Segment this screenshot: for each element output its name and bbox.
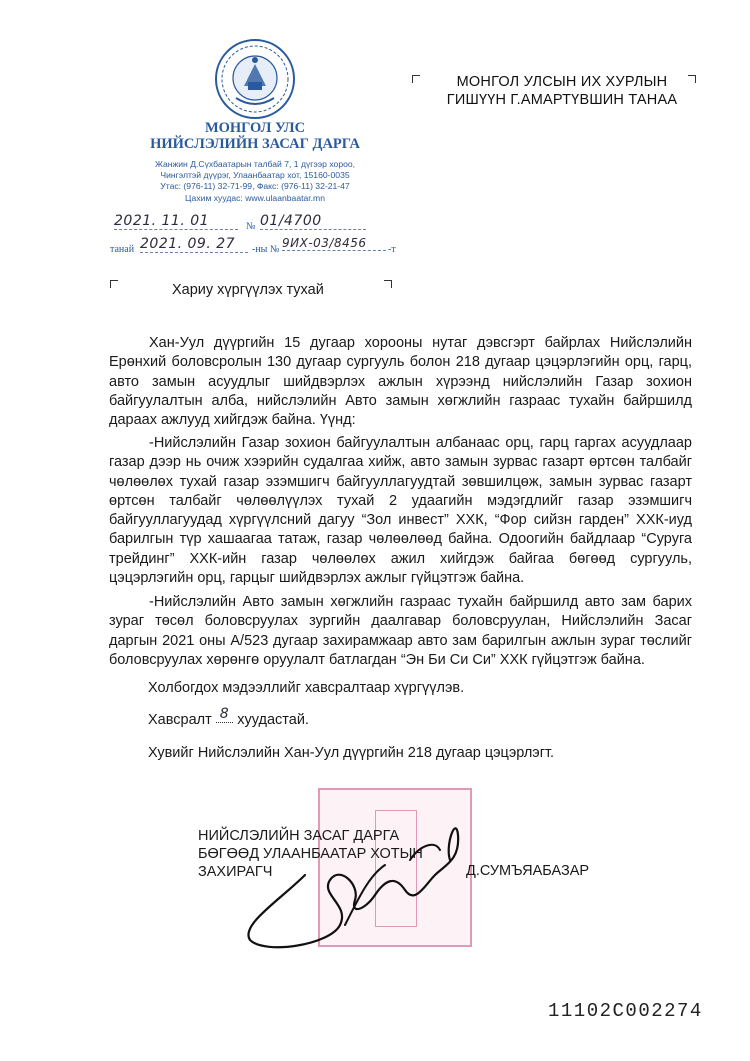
reference-registration: [110, 235, 410, 257]
ref-mid-label: -ны №: [252, 244, 280, 255]
letter-date: 2021. 11. 01: [114, 213, 238, 230]
outgoing-registration: [110, 213, 410, 235]
body-paragraph-1: Хан-Уул дүүргийн 15 дугаар хорооны нутаг дэвсгэрт байрлах Нийслэлийн Ерөнхий боловсролын 130 дугаар сургууль болон 218 дугаар цэцэрлэгийн орц, гарц, авто замын асуудлыг шийдвэрлэх ажлын хүрээнд нийслэлийн Газар зохион байгуулалтын алба, нийслэлийн Авто замын хөгжлийн газраас тухайн байршилд дараах ажлууд хийгдэж байна. Үүнд:: [109, 335, 692, 429]
attachment-line: [148, 706, 309, 728]
organization-name: МОНГОЛ УЛС НИЙСЛЭЛИЙН ЗАСАГ ДАРГА: [150, 120, 360, 152]
addressee-block: МОНГОЛ УЛСЫН ИХ ХУРЛЫН ГИШҮҮН Г.АМАРТҮВШИН ТАНАА: [446, 74, 678, 108]
number-label: №: [246, 221, 256, 232]
ref-number: 9ИХ-03/8456: [282, 236, 386, 251]
mongolia-state-emblem-icon: [214, 38, 296, 120]
letter-number: 01/4700: [260, 213, 366, 230]
body-paragraph-3: -Нийслэлийн Авто замын хөгжлийн газраас тухайн байршилд авто зам барих зураг төсөл боловсруулах зургийн даалгавар боловсруулан, Нийслэлийн Засаг даргын 2021 оны А/523 дугаар захирамжаар авто зам барилгын ажлын зураг төслийг боловсруулах хөрөнгө оруулалт батлагдан “Эн Би Си Си” ХХК гүйцэтгэж байна.: [109, 594, 692, 668]
ref-suffix: -т: [388, 244, 396, 255]
addressee-corner-left: [412, 75, 420, 83]
ref-date: 2021. 09. 27: [140, 236, 248, 253]
subject-line: Хариу хүргүүлэх тухай: [172, 282, 324, 298]
attachment-count: 8: [216, 706, 233, 723]
copy-line: Хувийг Нийслэлийн Хан-Уул дүүргийн 218 дугаар цэцэрлэгт.: [148, 745, 555, 761]
handwritten-signature: [210, 805, 490, 955]
organization-contact: Жанжин Д.Сүхбаатарын талбай 7, 1 дүгээр хороо, Чингэлтэй дүүрэг, Улаанбаатар хот, 15160-0035 Утас: (976-11) 32-71-99, Факс: (976-11) 32-21-47 Цахим хуудас: www.ulaanbaatar.mn: [154, 159, 356, 203]
attachment-prefix: Хавсралт: [148, 712, 212, 728]
subject-corner-right: [384, 280, 392, 288]
signatory-name: Д.СУМЪЯАБАЗАР: [466, 863, 590, 879]
attachment-suffix: хуудастай.: [237, 712, 309, 728]
ref-prefix: танай: [110, 244, 135, 255]
body-paragraph-2: -Нийслэлийн Газар зохион байгуулалтын албанаас орц, гарц гаргах асуудлаар газар дээр нь очиж хээрийн судалгаа хийж, авто замын зурвас газарт өртсөн талбайг чөлөөлөх тухай газар эзэмшигч байгууллагуудтай зөвшилцөж, замын зурвас газарт өртсөн талбайг чөлөөлүүлэх тухай 2 удаагийн мэдэгдлийг газар эзэмшигч байгууллагуудад хүргүүлсний дагуу “Зол инвест” ХХК, “Фор сийзн гарден” ХХК-иуд барилгын түр хашаагаа татаж, газар чөлөөлөөд байна. Одоогийн байдлаар “Суруга трейдинг” ХХК-ийн газар чөлөөлөх ажил хийгдэж байгаа бөгөөд сургууль, цэцэрлэгийн орц, гарцыг шийдвэрлэх ажлыг гүйцэтгэж байна.: [109, 435, 692, 587]
document-number: 11102C002274: [548, 1000, 703, 1022]
subject-corner-left: [110, 280, 118, 288]
signatory-title: НИЙСЛЭЛИЙН ЗАСАГ ДАРГА БӨГӨӨД УЛААНБААТАР ХОТЫН ЗАХИРАГЧ: [198, 828, 423, 880]
info-line: Холбогдох мэдээллийг хавсралтаар хүргүүлэв.: [148, 680, 465, 696]
